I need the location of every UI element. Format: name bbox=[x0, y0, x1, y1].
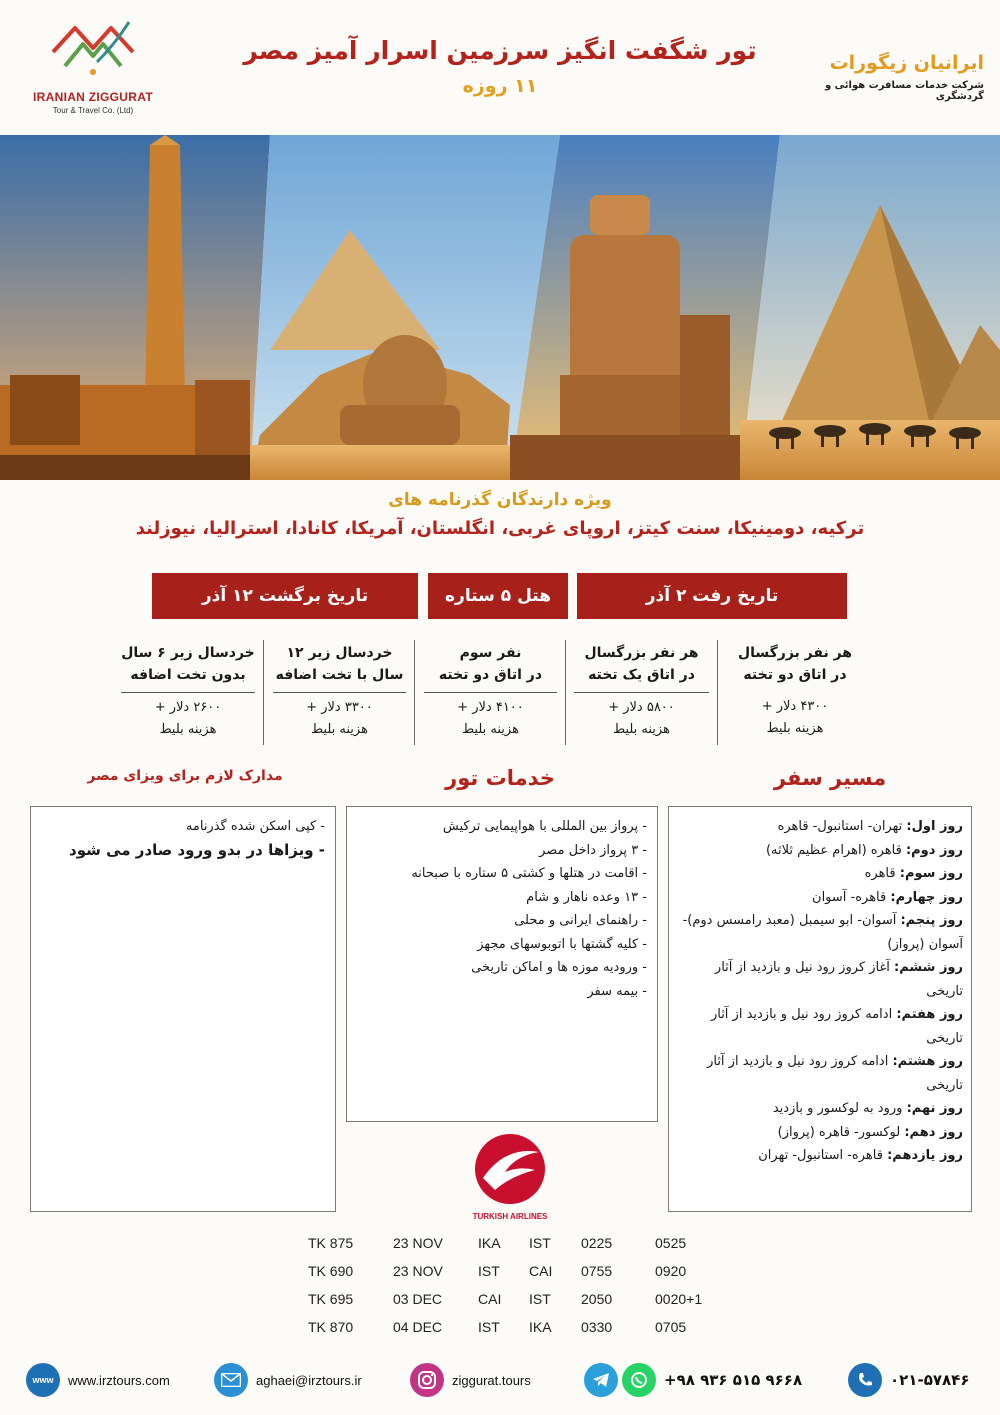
turkish-airlines-icon bbox=[465, 1132, 555, 1206]
ziggurat-logo-icon bbox=[45, 14, 141, 84]
flight-row: TK 690 23 NOV IST CAI 0755 0920 bbox=[308, 1263, 687, 1279]
visa-docs-title: مدارک لازم برای ویزای مصر bbox=[87, 768, 283, 784]
itinerary-day: روز چهارم: قاهره- آسوان bbox=[812, 889, 963, 905]
price-header-line2: سال با تخت اضافه bbox=[275, 667, 404, 683]
column-divider bbox=[565, 640, 566, 745]
service-item: - پرواز بین المللی با هواپیمایی ترکیش bbox=[442, 819, 647, 834]
flight-row: TK 695 03 DEC CAI IST 2050 0020+1 bbox=[308, 1291, 703, 1307]
instagram-text: ziggurat.tours bbox=[452, 1372, 531, 1388]
price-table bbox=[115, 640, 870, 750]
price-note: هزینه بلیط bbox=[159, 722, 217, 737]
route-title: مسیر سفر bbox=[773, 766, 887, 790]
pyramids-camels-photo bbox=[740, 135, 1000, 480]
price-header-line1: هر نفر بزرگسال bbox=[584, 645, 699, 661]
price-header-line2: در اتاق دو تخته bbox=[438, 667, 543, 683]
departure-date-bar: تاریخ رفت ۲ آذر bbox=[577, 573, 847, 619]
price-value: ۴۳۰۰ دلار + bbox=[761, 699, 829, 714]
tour-duration: ۱۱ روزه bbox=[462, 75, 538, 97]
contact-footer bbox=[0, 1360, 1000, 1405]
mobile-contact[interactable] bbox=[584, 1360, 802, 1400]
price-column bbox=[720, 640, 870, 750]
services-box bbox=[346, 806, 658, 1122]
itinerary-day: روز ششم: آغاز کروز رود نیل و بازدید از آثار تاریخی bbox=[714, 960, 963, 999]
price-note: هزینه بلیط bbox=[766, 721, 824, 736]
sphinx-photo bbox=[250, 135, 560, 480]
itinerary-day: روز نهم: ورود به لوکسور و بازدید bbox=[772, 1101, 963, 1116]
itinerary-day: روز دهم: لوکسور- قاهره (پرواز) bbox=[777, 1124, 963, 1140]
price-note: هزینه بلیط bbox=[311, 722, 368, 737]
return-date-bar: تاریخ برگشت ۱۲ آذر bbox=[152, 573, 418, 619]
logo-text: IRANIAN ZIGGURAT bbox=[33, 90, 153, 104]
brand-name: ایرانیان زیگورات bbox=[829, 52, 984, 74]
column-divider bbox=[263, 640, 264, 745]
service-item: - اقامت در هتلها و کشتی ۵ ستاره با صبحانه bbox=[411, 866, 647, 881]
column-divider bbox=[414, 640, 415, 745]
turkish-airlines-logo bbox=[455, 1132, 565, 1221]
flight-row: TK 875 23 NOV IKA IST 0225 0525 bbox=[308, 1235, 687, 1251]
price-column bbox=[418, 640, 563, 750]
itinerary-day: روز پنجم: آسوان- ابو سیمبل (معبد رامسس دوم)- آسوان (پرواز) bbox=[682, 913, 963, 952]
price-header-line2: بدون تخت اضافه bbox=[130, 667, 246, 683]
price-value: ۳۳۰۰ دلار + bbox=[306, 700, 373, 715]
itinerary-day: روز هشتم: ادامه کروز رود نیل و بازدید از آثار تاریخی bbox=[707, 1054, 963, 1093]
passport-countries: ترکیه، دومینیکا، سنت کیتز، اروپای غربی، انگلستان، آمریکا، کانادا، استرالیا، نیوزلند bbox=[135, 518, 865, 539]
price-value: ۵۸۰۰ دلار + bbox=[608, 700, 675, 715]
website-text: www.irztours.com bbox=[68, 1372, 170, 1388]
price-column bbox=[267, 640, 412, 750]
mobile-number: +۹۸ ۹۳۶ ۵۱۵ ۹۶۶۸ bbox=[664, 1371, 803, 1389]
email-link[interactable] bbox=[214, 1360, 362, 1400]
price-column bbox=[568, 640, 715, 750]
itinerary-box bbox=[668, 806, 972, 1212]
page-title: تور شگفت انگیز سرزمین اسرار آمیز مصر bbox=[243, 36, 757, 65]
phone-contact[interactable] bbox=[848, 1360, 969, 1400]
brand-description: شرکت خدمات مسافرت هوائی و گردشگری bbox=[824, 80, 984, 102]
price-header-line1: نفر سوم bbox=[459, 645, 522, 661]
egypt-photo-strip bbox=[0, 135, 1000, 480]
itinerary-day: روز هفتم: ادامه کروز رود نیل و بازدید از آثار تاریخی bbox=[710, 1007, 963, 1046]
instagram-icon bbox=[410, 1363, 444, 1397]
flight-row: TK 870 04 DEC IST IKA 0330 0705 bbox=[308, 1319, 687, 1335]
company-logo[interactable] bbox=[28, 14, 158, 129]
brand-block bbox=[784, 52, 984, 102]
header bbox=[0, 0, 1000, 135]
luxor-temple-photo bbox=[0, 135, 270, 480]
doc-item: - ویزاها در بدو ورود صادر می شود bbox=[69, 840, 325, 859]
services-title: خدمات تور bbox=[445, 766, 555, 790]
itinerary-day: روز اول: تهران- استانبول- قاهره bbox=[777, 819, 963, 834]
price-header-line1: خردسال زیر ۱۲ bbox=[286, 645, 393, 661]
visa-docs-box bbox=[30, 806, 336, 1212]
airline-name: TURKISH AIRLINES bbox=[472, 1212, 548, 1221]
passport-title: ویژه دارندگان گذرنامه های bbox=[388, 490, 612, 510]
instagram-link[interactable] bbox=[410, 1360, 531, 1400]
price-header-line1: خردسال زیر ۶ سال bbox=[121, 645, 255, 661]
price-value: ۲۶۰۰ دلار + bbox=[154, 700, 222, 715]
price-note: هزینه بلیط bbox=[462, 722, 519, 737]
phone-number: ۰۲۱-۵۷۸۴۶ bbox=[890, 1371, 970, 1389]
itinerary-day: روز سوم: قاهره bbox=[864, 866, 963, 881]
email-text: aghaei@irztours.ir bbox=[256, 1372, 362, 1388]
column-divider bbox=[717, 640, 718, 745]
website-link[interactable] bbox=[26, 1360, 170, 1400]
passport-section bbox=[0, 490, 1000, 539]
telegram-icon bbox=[584, 1363, 618, 1397]
service-item: - ۱۳ وعده ناهار و شام bbox=[526, 889, 647, 905]
flight-schedule bbox=[300, 1233, 730, 1345]
itinerary-day: روز یازدهم: قاهره- استانبول- تهران bbox=[758, 1148, 963, 1163]
service-item: - کلیه گشتها با اتوبوسهای مجهز bbox=[477, 936, 647, 952]
logo-subtext: Tour & Travel Co. (Ltd) bbox=[52, 106, 134, 115]
whatsapp-icon bbox=[622, 1363, 656, 1397]
price-value: ۴۱۰۰ دلار + bbox=[457, 700, 524, 715]
doc-item: - کپی اسکن شده گذرنامه bbox=[185, 819, 325, 834]
price-header-line2: در اتاق دو تخته bbox=[743, 667, 847, 683]
price-header-line1: هر نفر بزرگسال bbox=[737, 645, 853, 661]
title-block bbox=[220, 36, 780, 97]
service-item: - راهنمای ایرانی و محلی bbox=[514, 913, 647, 928]
hotel-rating-bar: هتل ۵ ستاره bbox=[428, 573, 568, 619]
phone-icon bbox=[848, 1363, 882, 1397]
price-note: هزینه بلیط bbox=[613, 722, 670, 737]
service-item: - ورودیه موزه ها و اماکن تاریخی bbox=[471, 960, 647, 975]
mail-icon bbox=[214, 1363, 248, 1397]
service-item: - بیمه سفر bbox=[587, 983, 647, 999]
globe-icon: www bbox=[26, 1363, 60, 1397]
service-item: - ۳ پرواز داخل مصر bbox=[539, 842, 647, 858]
price-header-line2: در اتاق یک تخته bbox=[588, 667, 695, 683]
itinerary-day: روز دوم: قاهره (اهرام عظیم ثلاثه) bbox=[765, 842, 963, 858]
price-column bbox=[115, 640, 261, 750]
